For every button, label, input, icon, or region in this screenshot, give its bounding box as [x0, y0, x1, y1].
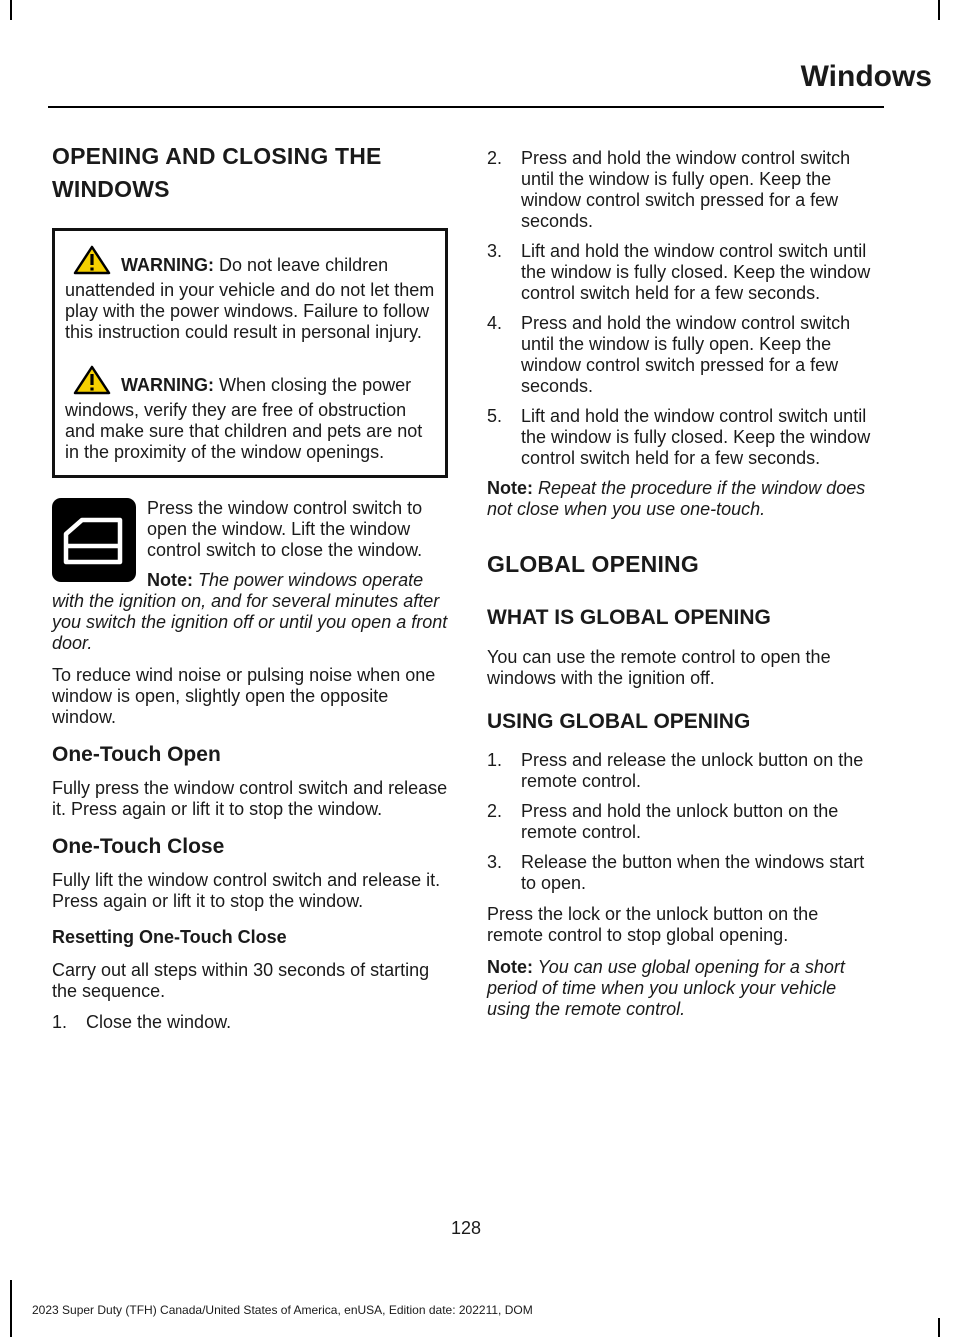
list-item — [487, 313, 879, 397]
one-touch-open-text: Fully press the window control switch and release it. Press again or lift it to stop the window. — [52, 778, 448, 819]
step-text: Press and release the unlock button on the remote control. — [521, 750, 864, 791]
one-touch-open-heading: One-Touch Open — [52, 743, 221, 766]
list-item — [487, 406, 879, 469]
crop-mark-top-left — [10, 0, 12, 20]
warning-1-text: Do not leave children unattended in your vehicle and do not let them play with the power windows. Failure to follow this instruction could result in personal injury. — [65, 255, 435, 342]
note-2-label: Note: — [487, 478, 533, 498]
what-is-global-opening-text: You can use the remote control to open the windows with the ignition off. — [487, 647, 831, 688]
warning-2 — [65, 365, 439, 463]
step-number: 2. — [487, 801, 503, 821]
step-number: 5. — [487, 406, 503, 426]
wind-noise-paragraph: To reduce wind noise or pulsing noise when one window is open, slightly open the opposite window. — [52, 665, 436, 727]
section-heading — [52, 140, 448, 206]
list-item — [487, 750, 879, 792]
note-3 — [487, 957, 879, 1020]
warning-2-label: WARNING: — [121, 375, 214, 395]
page-header-title: Windows — [800, 60, 932, 93]
step-text: Press and hold the unlock button on the remote control. — [521, 801, 839, 842]
note-1 — [52, 570, 448, 654]
section-heading-line2: WINDOWS — [52, 176, 170, 202]
edition-footer: 2023 Super Duty (TFH) Canada/United States of America, enUSA, Edition date: 202211, DOM — [32, 1303, 533, 1317]
stop-global-opening-text: Press the lock or the unlock button on the remote control to stop global opening. — [487, 904, 819, 945]
global-opening-heading: GLOBAL OPENING — [487, 551, 699, 577]
step-number: 1. — [52, 1012, 68, 1032]
left-column — [52, 140, 448, 1033]
page-number: 128 — [450, 1218, 482, 1238]
what-is-global-opening-heading: WHAT IS GLOBAL OPENING — [487, 606, 771, 629]
step-number: 1. — [487, 750, 503, 770]
warning-1-label: WARNING: — [121, 255, 214, 275]
step-text: Press and hold the window control switch until the window is fully open. Keep the window control switch pressed for a few seconds. — [521, 313, 851, 396]
note-1-text: The power windows operate with the ignition on, and for several minutes after you switch the ignition off or until you open a front door. — [52, 570, 448, 653]
using-global-opening-heading: USING GLOBAL OPENING — [487, 710, 751, 733]
warning-1 — [65, 245, 439, 343]
step-text: Lift and hold the window control switch until the window is fully closed. Keep the window control switch held for a few seconds. — [521, 241, 871, 303]
note-3-text: You can use global opening for a short period of time when you unlock your vehicle using the remote control. — [487, 957, 845, 1019]
reset-steps-list-continued — [487, 148, 879, 469]
crop-mark-bottom-right — [938, 1318, 940, 1337]
one-touch-close-heading: One-Touch Close — [52, 835, 225, 858]
crop-mark-bottom-left — [10, 1280, 12, 1337]
step-number: 2. — [487, 148, 503, 168]
right-column — [487, 148, 879, 1020]
note-2 — [487, 478, 879, 520]
list-item — [487, 852, 879, 894]
step-number: 3. — [487, 241, 503, 261]
section-heading-line1: OPENING AND CLOSING THE — [52, 143, 382, 169]
step-number: 3. — [487, 852, 503, 872]
resetting-text: Carry out all steps within 30 seconds of starting the sequence. — [52, 960, 430, 1001]
global-steps-list — [487, 750, 879, 894]
resetting-heading: Resetting One-Touch Close — [52, 927, 287, 947]
warning-box — [52, 228, 448, 478]
crop-mark-top-right — [938, 0, 940, 20]
reset-steps-list — [52, 1012, 448, 1033]
step-text: Lift and hold the window control switch until the window is fully closed. Keep the window control switch held for a few seconds. — [521, 406, 871, 468]
warning-2-text: When closing the power windows, verify they are free of obstruction and make sure that children and pets are not in the proximity of the window openings. — [65, 375, 423, 462]
window-switch-text: Press the window control switch to open the window. Lift the window control switch to close the window. — [147, 498, 423, 560]
step-number: 4. — [487, 313, 503, 333]
list-item — [487, 148, 879, 232]
note-3-label: Note: — [487, 957, 533, 977]
step-text: Press and hold the window control switch until the window is fully open. Keep the window control switch pressed for a few seconds. — [521, 148, 851, 231]
window-switch-paragraph — [52, 498, 448, 561]
list-item — [487, 241, 879, 304]
header-rule — [48, 106, 884, 108]
step-text: Close the window. — [86, 1012, 232, 1032]
list-item — [52, 1012, 448, 1033]
warning-triangle-icon — [73, 245, 111, 280]
note-2-text: Repeat the procedure if the window does not close when you use one-touch. — [487, 478, 866, 519]
one-touch-close-text: Fully lift the window control switch and release it. Press again or lift it to stop the window. — [52, 870, 441, 911]
step-text: Release the button when the windows start to open. — [521, 852, 865, 893]
list-item — [487, 801, 879, 843]
note-1-label: Note: — [147, 570, 193, 590]
warning-triangle-icon — [73, 365, 111, 400]
window-switch-icon — [52, 498, 136, 582]
